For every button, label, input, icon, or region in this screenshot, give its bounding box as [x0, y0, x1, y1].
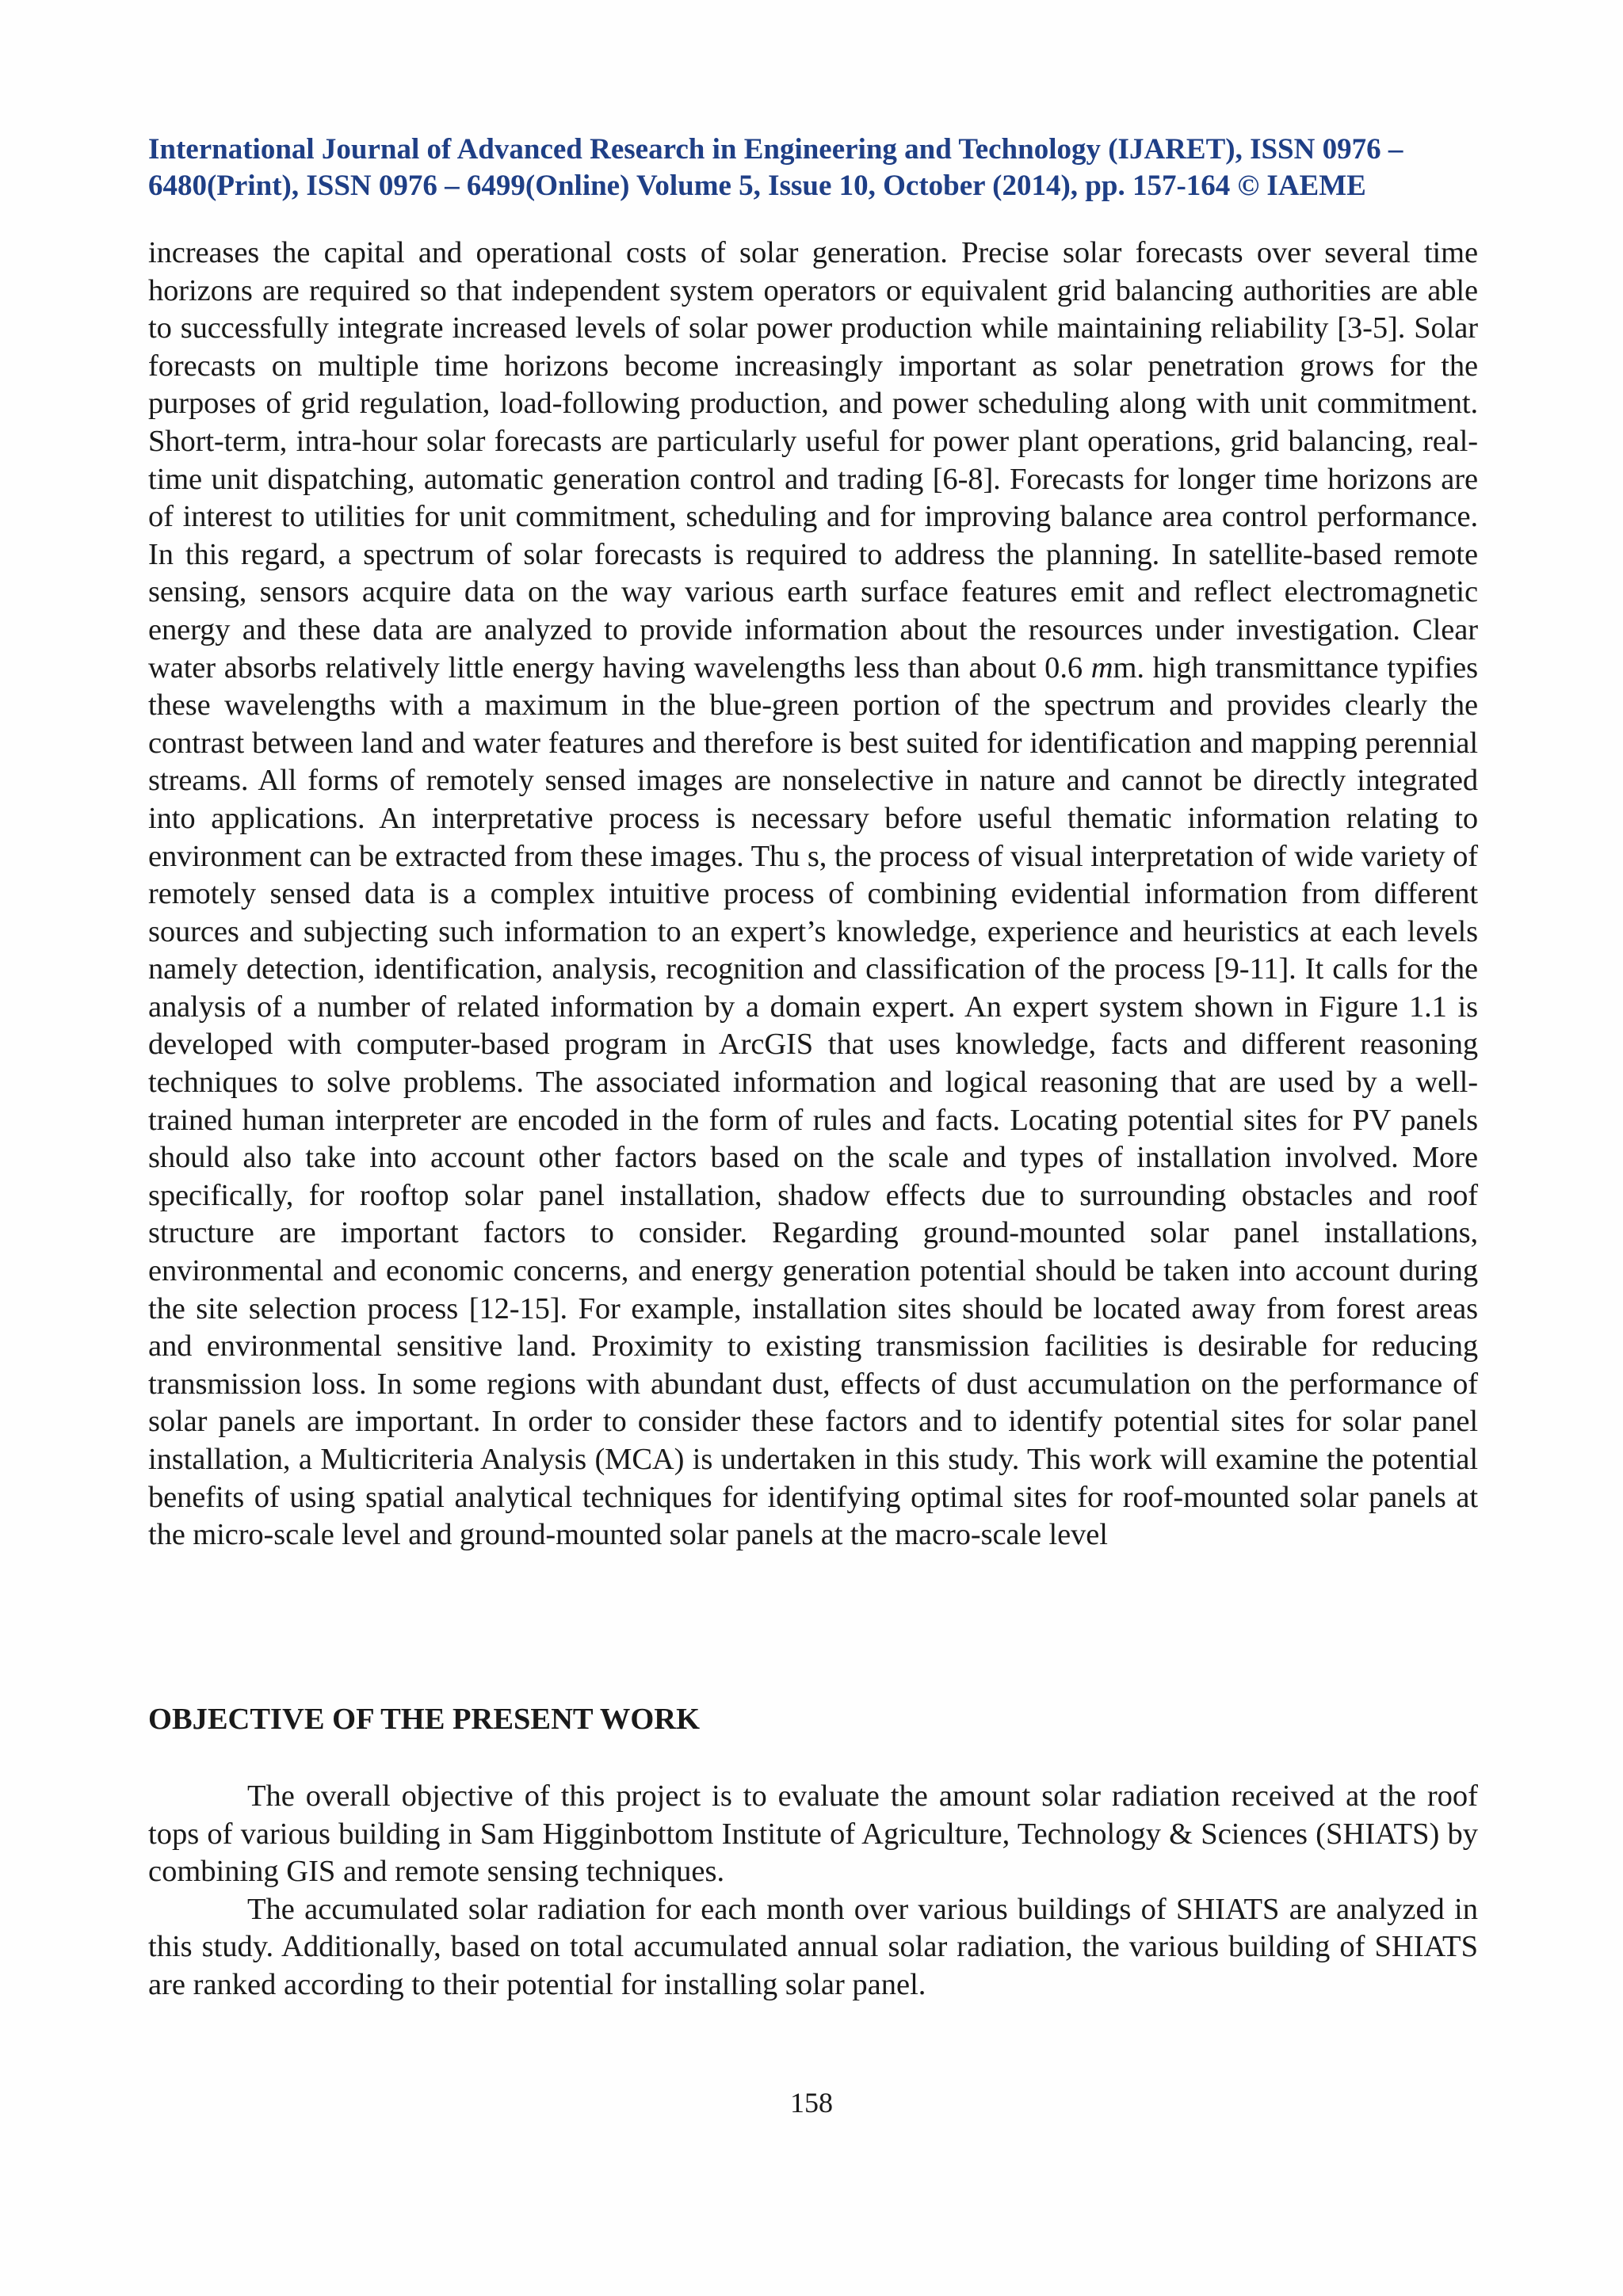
body-text-part-2: m. high transmittance typifies these wavelengths with a maximum in the blue-green portion of the spectrum and provides clearly the contrast between land and water features and therefore is best suited for identification and mapping perennial streams. All forms of remotely sensed images are nonselective in nature and cannot be directly integrated into applications. An interpretative process is necessary before useful thematic information relating to environment can be extracted from these images. Thu s, the process of visual interpretation of wide variety of remotely sensed data is a complex intuitive process of combining evidential information from different sources and subjecting such information to an expert’s knowledge, experience and heuristics at each levels namely detection, identification, analysis, recognition and classification of the process [9-11]. It calls for the analysis of a number of related information by a domain expert. An expert system shown in Figure 1.1 is developed with computer-based program in ArcGIS that uses knowledge, facts and different reasoning techniques to solve problems. The associated information and logical reasoning that are used by a well-trained human interpreter are encoded in the form of rules and facts. Locating potential sites for PV panels should also take into account other factors based on the scale and types of installation involved. More specifically, for rooftop solar panel installation, shadow effects due to surrounding obstacles and roof structure are important factors to consider. Regarding ground-mounted solar panel installations, environmental and economic concerns, and energy generation potential should be taken into account during the site selection process [12-15]. For example, installation sites should be located away from forest areas and environmental sensitive land. Proximity to existing transmission facilities is desirable for reducing transmission loss. In some regions with abundant dust, effects of dust accumulation on the performance of solar panels are important. In order to consider these factors and to identify potential sites for solar panel installation, a Multicriteria Analysis (MCA) is undertaken in this study. This work will examine the potential benefits of using spatial analytical techniques for identifying optimal sites for roof-mounted solar panels at the micro-scale level and ground-mounted solar panels at the macro-scale level	[148, 650, 1478, 1552]
body-paragraph-text	[148, 235, 1478, 1554]
objective-section	[148, 1778, 1478, 2004]
body-paragraph	[148, 235, 1478, 1554]
micro-symbol: m	[1090, 650, 1113, 685]
objective-paragraph-2: The accumulated solar radiation for each month over various buildings of SHIATS are analyzed in this study. Additionally, based on total accumulated annual solar radiation, the various building of SHIATS are ranked according to their potential for installing solar panel.	[148, 1892, 1478, 2001]
page-number: 158	[790, 2087, 833, 2119]
journal-header-line-2: 6480(Print), ISSN 0976 – 6499(Online) Volume 5, Issue 10, October (2014), pp. 157-164 © IAEME	[148, 170, 1366, 202]
journal-header	[148, 132, 1478, 204]
objective-paragraph-1: The overall objective of this project is to evaluate the amount solar radiation received at the roof tops of various building in Sam Higginbottom Institute of Agriculture, Technology & Sciences (SHIATS) by combining GIS and remote sensing techniques.	[148, 1779, 1478, 1889]
section-heading-objective: OBJECTIVE OF THE PRESENT WORK	[148, 1703, 701, 1736]
body-text-part-1: increases the capital and operational costs of solar generation. Precise solar forecasts over several time horizons are required so that independent system operators or equivalent grid balancing authorities are able to successfully integrate increased levels of solar power production while maintaining reliability [3-5]. Solar forecasts on multiple time horizons become increasingly important as solar penetration grows for the purposes of grid regulation, load-following production, and power scheduling along with unit commitment. Short-term, intra-hour solar forecasts are particularly useful for power plant operations, grid balancing, real-time unit dispatching, automatic generation control and trading [6-8]. Forecasts for longer time horizons are of interest to utilities for unit commitment, scheduling and for improving balance area control performance. In this regard, a spectrum of solar forecasts is required to address the planning. In satellite-based remote sensing, sensors acquire data on the way various earth surface features emit and reflect electromagnetic energy and these data are analyzed to provide information about the resources under investigation. Clear water absorbs relatively little energy having wavelengths less than about 0.6	[148, 236, 1478, 685]
journal-header-line-1: International Journal of Advanced Research in Engineering and Technology (IJARET), ISSN 0976 –	[148, 133, 1403, 166]
